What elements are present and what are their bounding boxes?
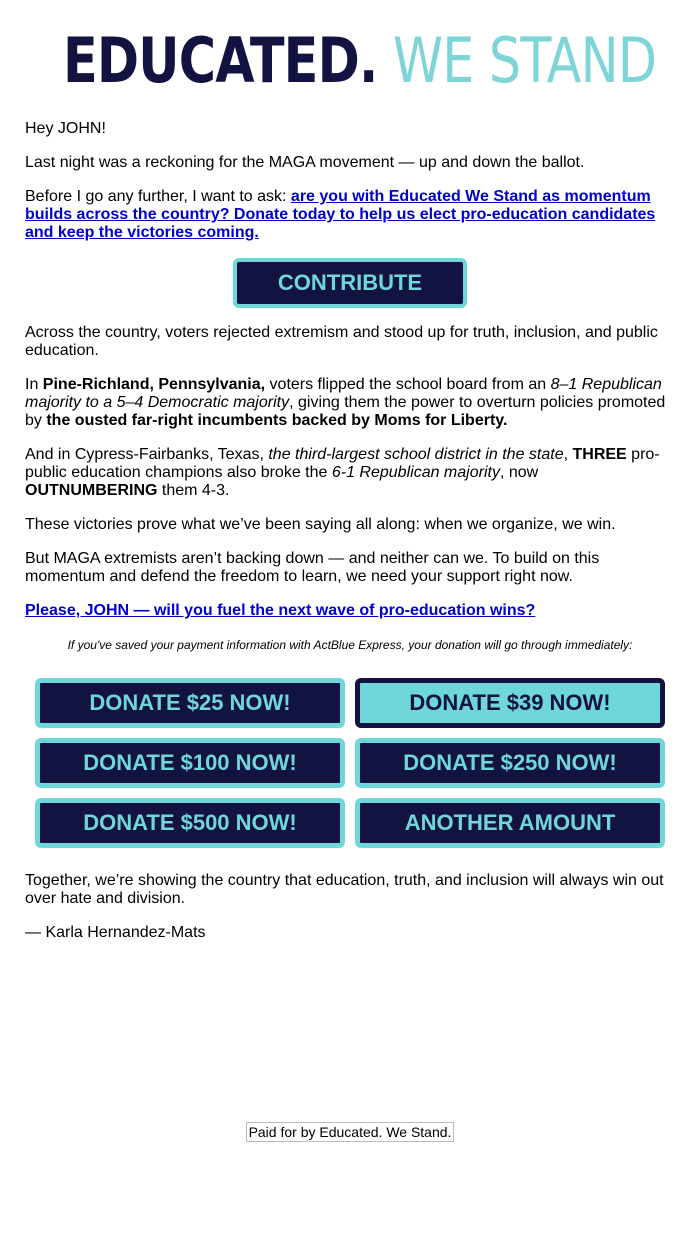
republican-majority: 6-1 Republican majority bbox=[331, 464, 500, 481]
text: them 4-3. bbox=[157, 482, 230, 499]
logo-part-we-stand: WE STAND bbox=[392, 24, 657, 97]
actblue-note: If you've saved your payment information with ActBlue Express, your donation will go through immediately: bbox=[67, 638, 633, 652]
donate-500-button[interactable]: DONATE $500 NOW! bbox=[35, 798, 345, 848]
logo bbox=[63, 24, 657, 97]
text: , now bbox=[499, 464, 539, 481]
majority-flip: 8–1 Republican majority to a 5–4 Democratic majority bbox=[25, 376, 662, 411]
ousted-incumbents: the ousted far-right incumbents backed by Moms for Liberty. bbox=[46, 412, 508, 429]
text: , giving them the power to overturn policies promoted by bbox=[25, 394, 666, 429]
text: pro-public education champions also broke the bbox=[25, 446, 660, 481]
text: And in Cypress-Fairbanks, Texas, bbox=[25, 446, 269, 463]
signature: — Karla Hernandez-Mats bbox=[25, 924, 206, 941]
three-emphasis: THREE bbox=[572, 446, 627, 463]
ask-paragraph bbox=[25, 602, 675, 620]
fuel-next-wave-link[interactable]: Please, JOHN — will you fuel the next wave of pro-education wins? bbox=[25, 602, 536, 619]
paragraph-ask bbox=[25, 188, 675, 242]
email-content bbox=[25, 120, 675, 958]
text: In bbox=[25, 376, 43, 393]
district-size: the third-largest school district in the state bbox=[268, 446, 564, 463]
greeting: Hey JOHN! bbox=[25, 120, 106, 137]
paragraph-support: But MAGA extremists aren’t backing down — and neither can we. To build on this momentum and defend the freedom to learn, we need your support right now. bbox=[25, 550, 600, 585]
another-amount-button[interactable]: ANOTHER AMOUNT bbox=[355, 798, 665, 848]
ask-lead-text: Before I go any further, I want to ask: bbox=[25, 188, 291, 205]
donate-button-grid bbox=[35, 678, 675, 848]
paragraph-voters: Across the country, voters rejected extremism and stood up for truth, inclusion, and public education. bbox=[25, 324, 658, 359]
contribute-button[interactable]: CONTRIBUTE bbox=[233, 258, 467, 308]
paragraph-together: Together, we’re showing the country that education, truth, and inclusion will always win out over hate and division. bbox=[25, 872, 664, 907]
donate-100-button[interactable]: DONATE $100 NOW! bbox=[35, 738, 345, 788]
donate-250-button[interactable]: DONATE $250 NOW! bbox=[355, 738, 665, 788]
momentum-donate-link[interactable]: are you with Educated We Stand as momentum builds across the country? Donate today to help us elect pro-education candidates and keep the victories coming. bbox=[25, 188, 656, 241]
outnumbering-emphasis: OUTNUMBERING bbox=[25, 482, 158, 499]
paragraph-cypress-fairbanks bbox=[25, 446, 675, 500]
location-pine-richland: Pine-Richland, Pennsylvania, bbox=[42, 376, 266, 393]
paragraph-pine-richland bbox=[25, 376, 675, 430]
text: , bbox=[563, 446, 573, 463]
paragraph-reckoning: Last night was a reckoning for the MAGA movement — up and down the ballot. bbox=[25, 154, 585, 171]
footer bbox=[0, 1122, 700, 1142]
text: voters flipped the school board from an bbox=[265, 376, 551, 393]
logo-part-educated: EDUCATED. bbox=[63, 24, 378, 97]
paragraph-victories: These victories prove what we’ve been saying all along: when we organize, we win. bbox=[25, 516, 616, 533]
paid-for-by: Paid for by Educated. We Stand. bbox=[246, 1122, 455, 1142]
donate-25-button[interactable]: DONATE $25 NOW! bbox=[35, 678, 345, 728]
donate-39-button[interactable]: DONATE $39 NOW! bbox=[355, 678, 665, 728]
cta-wrap bbox=[25, 258, 675, 308]
